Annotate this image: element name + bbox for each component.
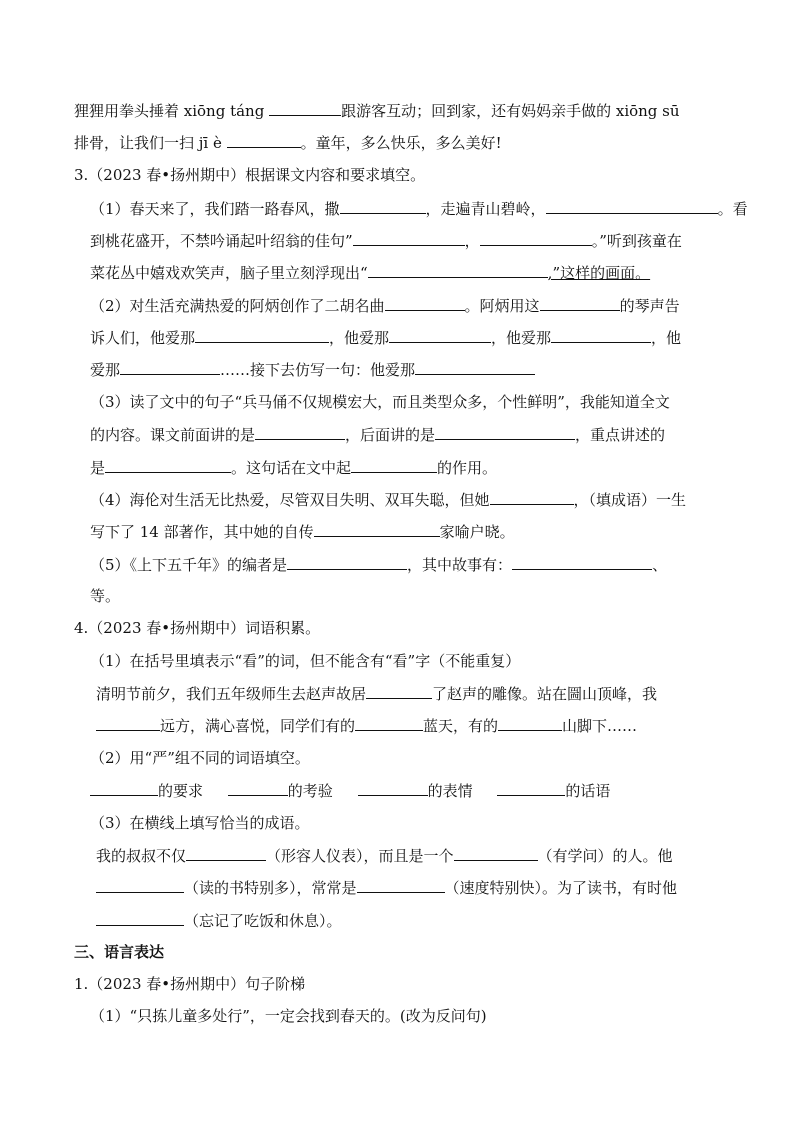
text-line: （忘记了吃饭和休息）。 <box>96 909 342 932</box>
text-line: （1）“只拣儿童多处行”，一定会找到春天的。(改为反问句) <box>90 1007 487 1025</box>
answer-blank[interactable] <box>415 358 535 375</box>
text-line: 到桃花盛开，不禁吟诵起叶绍翁的佳句” ， 。”听到孩童在 <box>90 229 682 252</box>
text-line: （2）用“严”组不同的词语填空。 <box>90 749 310 767</box>
text-line: （1）在括号里填表示“看”的词，但不能含有“看”字（不能重复） <box>90 652 521 670</box>
answer-blank[interactable] <box>546 197 718 214</box>
answer-blank[interactable] <box>551 326 651 343</box>
text-line: 的要求 的考验 的表情 的话语 <box>90 779 610 802</box>
text-line: 排骨，让我们一扫 jī è 。童年，多么快乐，多么美好! <box>74 131 502 154</box>
section-heading: 三、语言表达 <box>74 943 165 961</box>
answer-blank[interactable] <box>540 294 620 311</box>
answer-blank[interactable] <box>480 229 592 246</box>
text-line: （5）《上下五千年》的编者是 ，其中故事有： 、 <box>90 553 667 576</box>
text-line: 写下了 14 部著作，其中她的自传 家喻户晓。 <box>90 520 515 543</box>
text-line: 等。 <box>90 587 121 605</box>
question-heading: 3.（2023 春•扬州期中）根据课文内容和要求填空。 <box>74 166 426 184</box>
answer-blank[interactable] <box>435 423 575 440</box>
answer-blank[interactable] <box>490 488 574 505</box>
text-line: 远方，满心喜悦，同学们有的 蓝天，有的 山脚下…… <box>96 714 637 737</box>
answer-blank[interactable] <box>497 779 565 796</box>
answer-blank[interactable] <box>366 682 432 699</box>
answer-blank[interactable] <box>228 779 288 796</box>
text-line: （1）春天来了，我们踏一路春风，撒 ，走遍青山碧岭， 。看 <box>90 197 748 220</box>
answer-blank[interactable] <box>287 553 407 570</box>
question-heading: 4.（2023 春•扬州期中）词语积累。 <box>74 619 321 637</box>
answer-blank[interactable] <box>498 714 562 731</box>
answer-blank[interactable] <box>385 294 465 311</box>
answer-blank[interactable] <box>358 779 428 796</box>
text-line: （4）海伦对生活无比热爱，尽管双目失明、双耳失聪，但她 ，（填成语）一生 <box>90 488 686 511</box>
answer-blank[interactable] <box>90 779 158 796</box>
answer-blank[interactable] <box>255 423 345 440</box>
text-line: 是 。这句话在文中起 的作用。 <box>90 456 497 479</box>
answer-blank[interactable] <box>454 844 538 861</box>
answer-blank[interactable] <box>351 456 437 473</box>
text-line: （3）在横线上填写恰当的成语。 <box>90 814 310 832</box>
answer-blank[interactable] <box>340 197 426 214</box>
answer-blank[interactable] <box>353 229 465 246</box>
answer-blank[interactable] <box>227 131 301 148</box>
answer-blank[interactable] <box>120 358 220 375</box>
text-line: （2）对生活充满热爱的阿炳创作了二胡名曲 。阿炳用这 的琴声告 <box>90 294 680 317</box>
text-line: （读的书特别多），常常是 （速度特别快）。为了读书，有时他 <box>96 876 677 899</box>
text-line: 清明节前夕，我们五年级师生去赵声故居 了赵声的雕像。站在圌山顶峰，我 <box>96 682 657 705</box>
answer-blank[interactable] <box>389 326 491 343</box>
text-line: （3）读了文中的句子“兵马俑不仅规模宏大，而且类型众多，个性鲜明”，我能知道全文 <box>90 393 670 411</box>
answer-blank[interactable] <box>96 714 160 731</box>
answer-blank[interactable] <box>368 261 548 278</box>
answer-blank[interactable] <box>314 520 440 537</box>
answer-blank[interactable] <box>186 844 266 861</box>
text-line: 狸狸用拳头捶着 xiōng táng 跟游客互动；回到家，还有妈妈亲手做的 xiōng sū <box>74 99 680 122</box>
answer-blank[interactable] <box>355 714 423 731</box>
question-heading: 1.（2023 春•扬州期中）句子阶梯 <box>74 975 306 993</box>
answer-blank[interactable] <box>269 99 341 116</box>
answer-blank[interactable] <box>195 326 329 343</box>
answer-blank[interactable] <box>96 909 184 926</box>
answer-blank[interactable] <box>96 876 184 893</box>
text-line: 诉人们，他爱那 ，他爱那 ，他爱那 ，他 <box>90 326 681 349</box>
text-line: 的内容。课文前面讲的是 ，后面讲的是 ，重点讲述的 <box>90 423 665 446</box>
answer-blank[interactable] <box>512 553 652 570</box>
text-line: 爱那 ……接下去仿写一句：他爱那 <box>90 358 535 381</box>
answer-blank[interactable] <box>357 876 445 893</box>
text-line: 我的叔叔不仅 （形容人仪表），而且是一个 （有学问）的人。他 <box>96 844 673 867</box>
text-line: 菜花丛中嬉戏欢笑声，脑子里立刻浮现出“ ,”这样的画面。 <box>90 261 650 284</box>
answer-blank[interactable] <box>105 456 231 473</box>
